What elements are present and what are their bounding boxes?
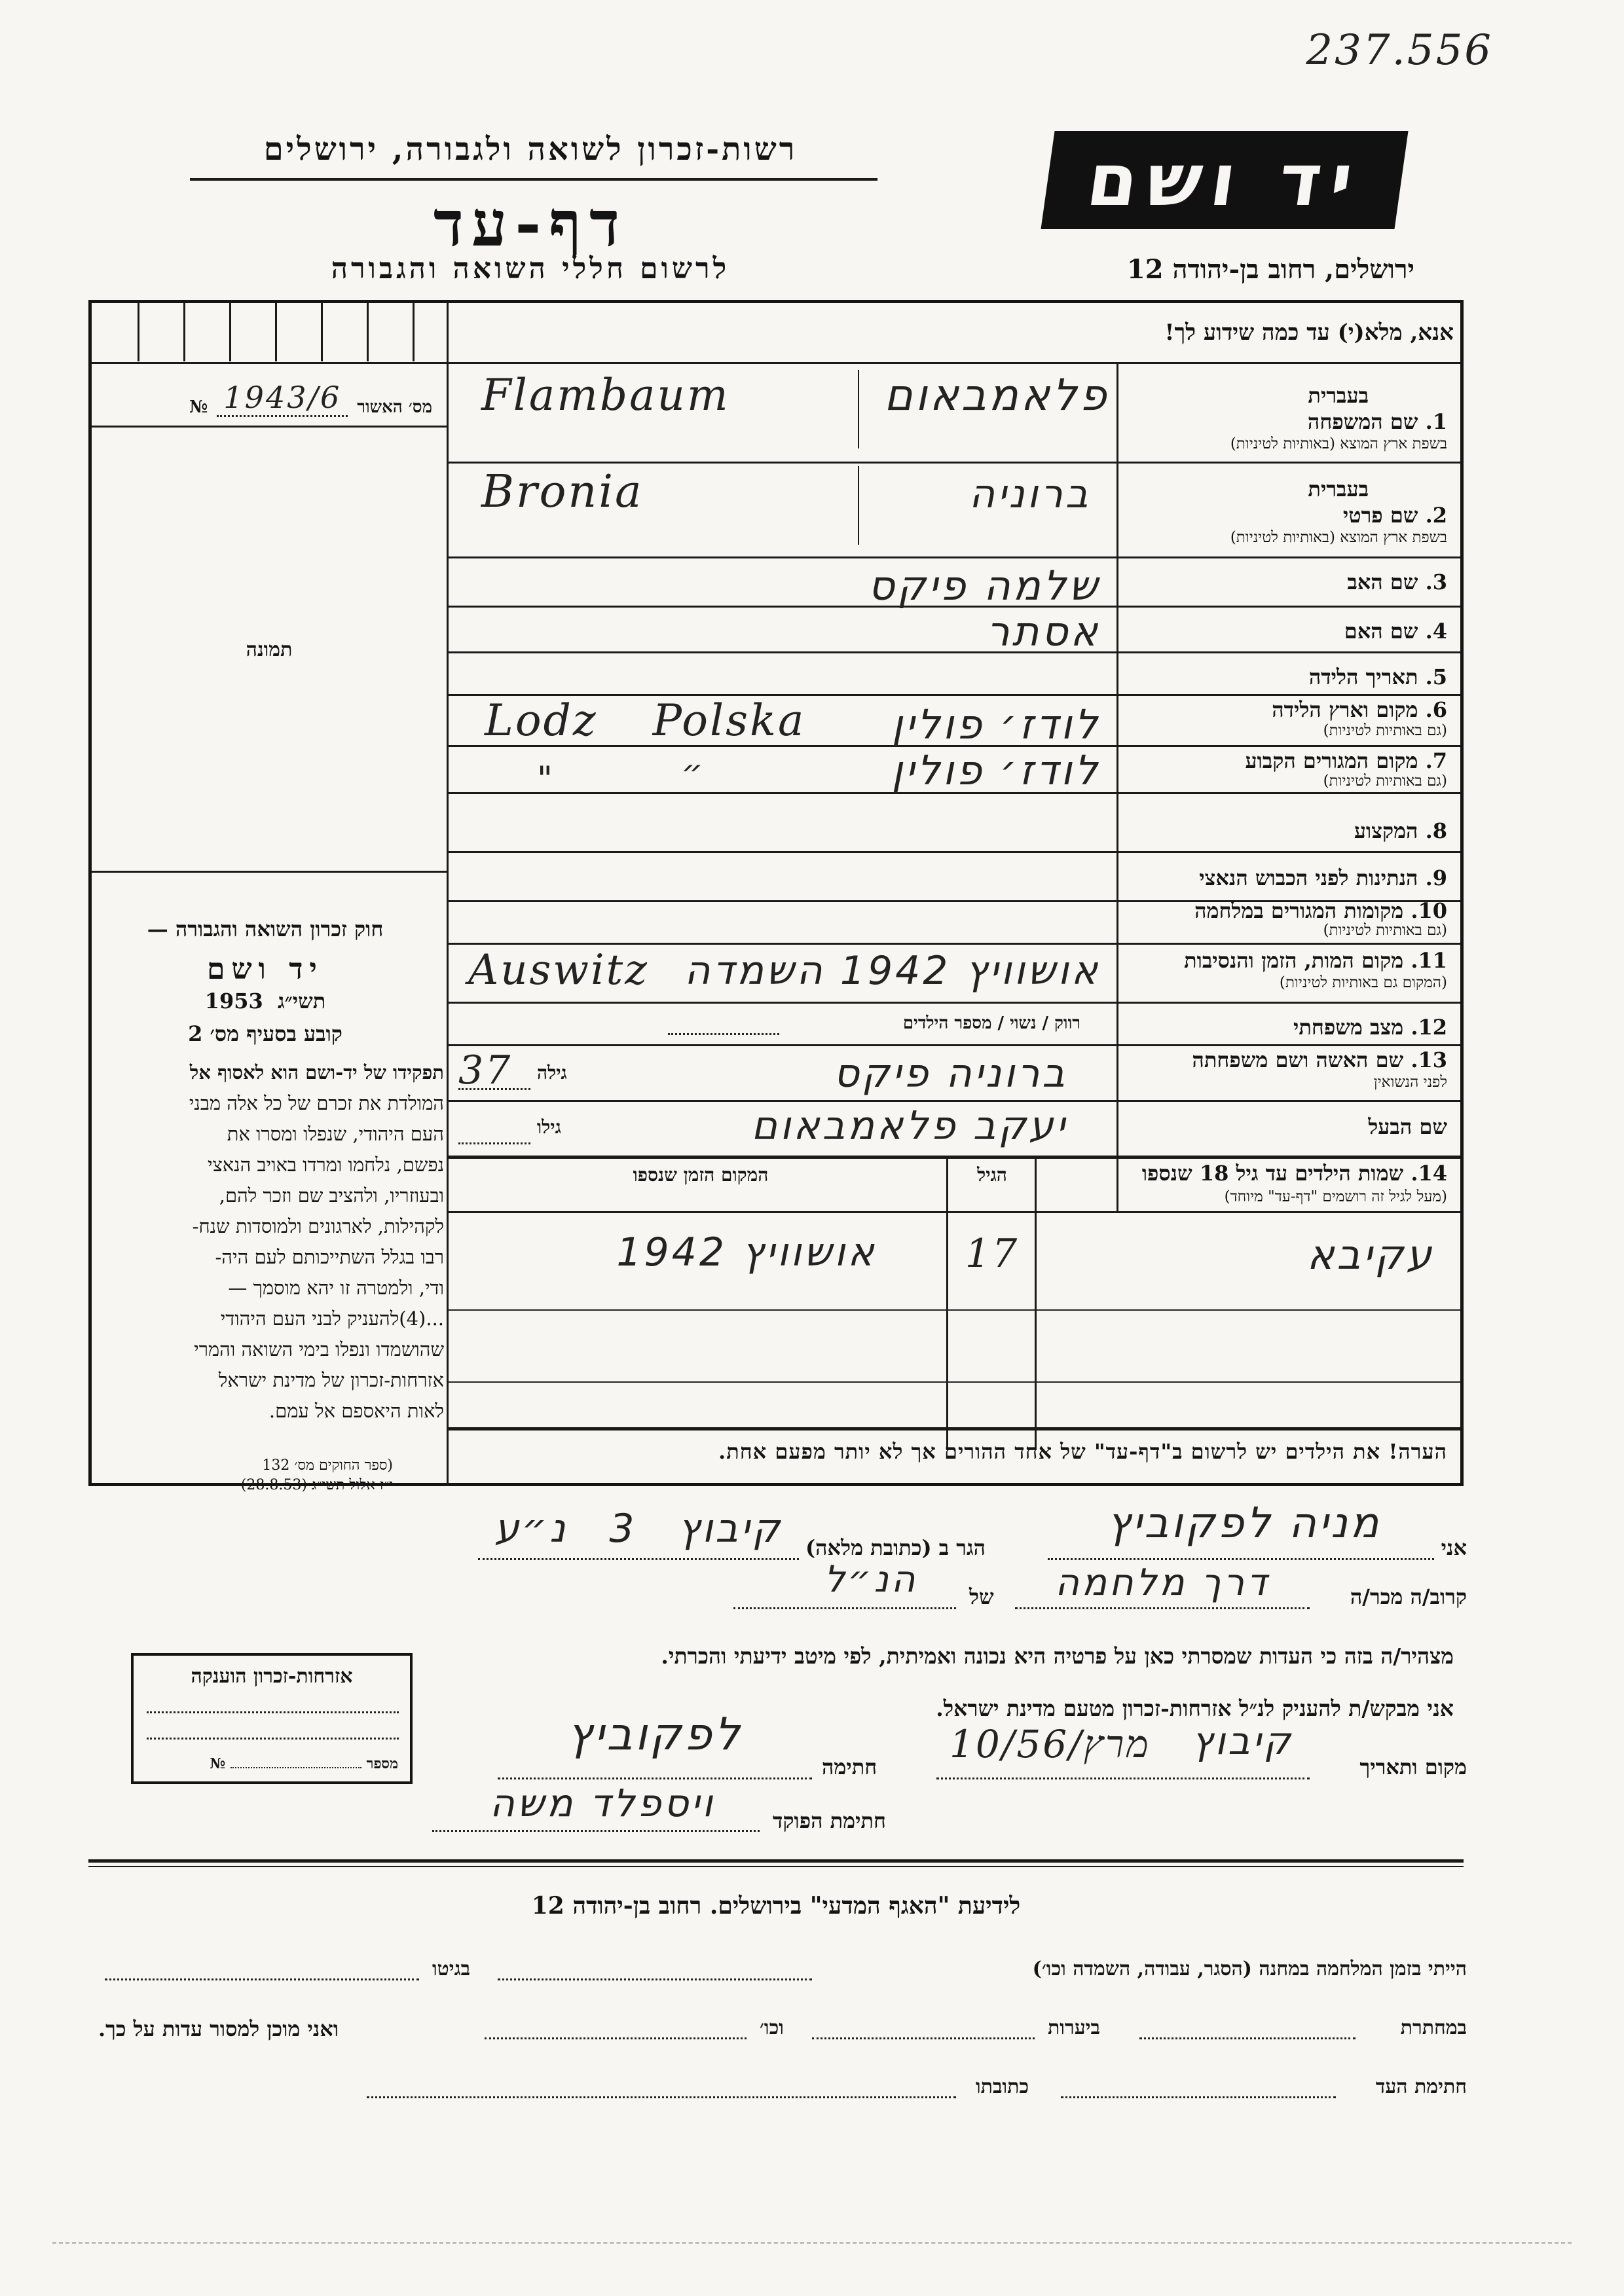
citizenship-number-row [210,1755,398,1772]
f14-row-place: אושוויץ 1942 [616,1230,877,1275]
f14-num: 14. [1411,1161,1447,1186]
row-line-12 [449,1044,1460,1046]
row-line-10 [449,943,1460,945]
archive-number: 237.556 [1306,26,1493,75]
f5-label-text: תאריך הלידה [1308,665,1418,689]
label-column-divider [1116,363,1118,1211]
f1-hebrew-tag: בעברית [1308,383,1369,408]
f1-num: 1. [1425,409,1447,434]
f14-row-name: עקיבא [1307,1231,1434,1279]
f4-label [1344,619,1447,644]
footer-line2a-dots [1139,2037,1356,2039]
approval-value: 1943/6 [217,380,348,417]
law-line: המולדת את זכרם של כל אלה מבני [189,1092,444,1114]
f5-num: 5. [1425,665,1447,689]
citizenship-no-mark: № [210,1755,226,1772]
footer-line2b-dots [812,2037,1035,2039]
row-line-13 [449,1100,1460,1102]
f10-label [1194,898,1447,923]
f6-num: 6. [1425,697,1447,722]
f12-options: רווק / נשוי / מספר הילדים [902,1013,1080,1033]
declarant-name-dots [1048,1558,1434,1560]
f1-latin-value: Flambaum [481,370,730,420]
f13-age-dots [458,1088,530,1090]
footer-heading: לידיעת "האגף המדעי" בירושלים. רחוב בן-יהודה 12 [531,1892,1021,1920]
f11-label-text: מקום המות, הזמן והנסיבות [1184,948,1404,973]
f13-value: ברוניה פיקס [833,1051,1067,1097]
f8-label [1354,818,1447,843]
f14-row-age: 17 [965,1231,1020,1277]
declaration: מצהיר/ה בזה כי העדות שמסרתי כאן על פרטיה היא נכונה ואמיתית, לפי מיטב ידיעתי והכרתי. [661,1643,1454,1669]
f14-col-age: הגיל [977,1164,1007,1186]
f14-col-divider-1 [1035,1156,1037,1450]
f12-label [1293,1015,1447,1040]
law-year-he: תשי״ג [278,989,326,1013]
f8-label-text: המקצוע [1354,818,1418,843]
law-title: חוק זכרון השואה והגבורה — [147,917,384,941]
photo-bottom [92,871,447,873]
of-value: הנ״ל [824,1558,918,1601]
law-line: תפקידו של יד-ושם הוא לאסוף אל [189,1061,444,1084]
f4-num: 4. [1425,619,1447,644]
f1-label-text: שם המשפחה [1307,409,1418,434]
note-top [449,1427,1460,1430]
f3-num: 3. [1425,570,1447,594]
f2-hebrew-tag: בעברית [1308,477,1369,501]
f14-label-text: שמות הילדים עד גיל 18 שנספו [1141,1161,1404,1186]
f6-latin-value: Lodz Polska [485,695,806,746]
approval-divider [92,426,447,428]
f10-label-text: מקומות המגורים במלחמה [1194,898,1404,923]
declarant-resides: הגר ב (כתובת מלאה) [805,1535,986,1560]
f11-label [1184,948,1447,973]
relation-dots [1015,1607,1310,1609]
f6-label-text: מקום וארץ הלידה [1272,697,1418,722]
law-name: יד ושם [207,953,323,986]
f1-separator [858,370,859,448]
f7-latin-note: (גם באותיות לטיניות) [1323,773,1447,790]
approval-label: מס׳ האשור [357,397,432,417]
f13-age-value: 37 [458,1048,513,1093]
row-line-15 [449,1211,1460,1213]
signature: לפקוביץ [567,1709,743,1760]
citizenship-title: אזרחות-זכרון הוענקה [191,1665,353,1688]
f3-label-text: שם האב [1347,570,1418,594]
place-date-label: מקום ותאריך [1359,1755,1467,1779]
f10-num: 10. [1411,898,1447,923]
footer-line1-dots [498,1978,812,1980]
row-line-8 [449,851,1460,853]
declarant-address: קיבוץ 3 נ״ע [494,1506,783,1552]
f7-ditto-he: ״ [681,753,706,792]
f2-latin-value: Bronia [481,466,644,518]
footer-line3a-dots [1061,2096,1336,2098]
place-value: קיבוץ [1192,1719,1293,1763]
f14-sub: (מעל לגיל זה רושמים "דף-עד" מיוחד) [1224,1188,1447,1205]
signature-label: חתימה [822,1755,877,1779]
f13-label-text: שם האשה ושם משפחתה [1192,1048,1404,1072]
yad-vashem-logo [1041,131,1408,229]
citizenship-number-label: מספר [366,1755,398,1772]
note: הערה! את הילדים יש לרשום ב"דף-עד" של אחד ההורים אך לא יותר מפעם אחת. [718,1439,1447,1464]
f11-sub: (המקום גם באותיות לטיניות) [1279,974,1447,991]
footer-line2b: ביערות [1048,2016,1101,2039]
f9-num: 9. [1425,866,1447,890]
f14-row-line-2 [449,1381,1460,1383]
f3-label [1347,570,1447,594]
org-name: רשות-זכרון לשואה ולגבורה, ירושלים [263,131,798,168]
f13-sub: לפני הנשואין [1373,1074,1447,1091]
footer-line2c: וכו׳ [760,2016,784,2039]
law-line: העם היהודי, שנפלו ומסרו את [227,1123,444,1145]
f14-col-divider-2 [946,1156,948,1450]
form-title: דף-עד [433,187,628,261]
f2-num: 2. [1425,503,1447,528]
law-line: אזרחות-זכרון של מדינת ישראל [218,1369,444,1391]
footer-line2c-dots [485,2037,747,2039]
f12-num: 12. [1411,1015,1447,1040]
law-line: לאות היאספם אל עמם. [268,1400,444,1422]
approval-no-mark: № [189,397,208,417]
law-column-divider [447,1237,449,1486]
f11-latin-value: Auswitz [468,946,649,994]
footer-line2a: במחתרת [1400,2016,1467,2039]
address: ירושלים, רחוב בן-יהודה 12 [1126,254,1414,285]
of-dots [733,1607,956,1609]
row-line-11 [449,1002,1460,1004]
f12-dots [668,1033,779,1035]
officer-signature: ויספלד משה [489,1781,716,1825]
footer-line3b-dots [367,2096,956,2098]
instruction: אנא, מלא(י) עד כמה שידוע לך! [1164,319,1454,346]
law-line: ...(4)להעניק לבני העם היהודי [220,1307,444,1330]
f14-label [1142,1161,1447,1186]
org-underline [190,178,877,181]
footer-line1a: הייתי בזמן המלחמה במחנה (הסגר, עבודה, השמדה וכו׳) [1032,1958,1467,1980]
row-line-4 [449,651,1460,653]
row-line-1 [449,462,1460,464]
f13-label [1192,1048,1447,1072]
footer-top-line [88,1859,1464,1863]
footer-line3a: חתימת העד [1375,2075,1467,2098]
scan-edge [52,2242,1572,2244]
row-line-2 [449,556,1460,558]
form-subtitle: לרשום חללי השואה והגבורה [331,252,730,285]
f2-hebrew-value: ברוניה [969,471,1091,517]
place-date-dots [936,1777,1310,1779]
f1-hebrew-value: פלאמבאום [884,370,1109,420]
f1-latin-note: בשפת ארץ המוצא (באותיות לטיניות) [1230,435,1447,452]
declarant-name: מניה לפקוביץ [1107,1499,1382,1548]
law-line: נפשם, נלחמו ומרדו באויב הנאצי [207,1154,444,1176]
f2-label-text: שם פרטי [1342,503,1418,528]
law-ref-1: (ספר החוקים מס׳ 132 [262,1457,393,1474]
law-year: 1953 [204,989,263,1013]
officer-dots [432,1830,760,1832]
request: אני מבקש/ת להעניק לנ״ל אזרחות-זכרון מטעם מדינת ישראל. [936,1696,1454,1721]
f2-latin-note: בשפת ארץ המוצא (באותיות לטיניות) [1230,529,1447,546]
top-row-line [92,362,1460,364]
f13-age-label: גילה [537,1062,567,1084]
law-line: שהושמדו ונפלו בימי השואה והמרי [194,1338,444,1360]
f1-label [1308,409,1447,434]
relation-label: קרוב/ה מכר/ה [1350,1584,1467,1609]
footer-line3b: כתובתו [976,2075,1029,2098]
law-line: רבו בגלל השתייכותם לעם היה- [215,1246,444,1268]
citizenship-box [131,1653,413,1784]
date-value: 10/מרץ/56 [950,1722,1151,1766]
officer-label: חתימת הפוקד [773,1808,886,1833]
f9-label [1199,866,1447,890]
f9-label-text: הנתינות לפני הכבוש הנאצי [1199,866,1418,890]
f11-num: 11. [1411,948,1447,973]
relation-value: דרך מלחמה [1055,1561,1270,1604]
footer-line1b-dots [105,1978,419,1980]
f4-value: אסתר [986,608,1100,655]
f2-label [1343,503,1447,528]
signature-dots [498,1777,812,1779]
logo-text: יד ושם [1082,138,1367,222]
f14-col-place: המקום הזמן שנספו [633,1164,769,1186]
f3-value: שלמה פיקס [868,562,1100,610]
f7-hebrew-value: לודז׳ פולין [891,746,1100,794]
f4-label-text: שם האם [1344,619,1418,644]
f6-latin-note: (גם באותיות לטיניות) [1323,722,1447,739]
f5-label [1309,665,1447,689]
law-year-row [92,989,439,1013]
husband-age-label: גילו [537,1116,561,1138]
husband-age-dots [458,1142,530,1144]
photo-label: תמונה [246,638,293,661]
law-text [97,1057,444,1427]
f10-latin-note: (גם באותיות לטיניות) [1323,922,1447,939]
f6-label [1272,697,1447,722]
f6-hebrew-value: לודז׳ פולין [891,701,1100,748]
footer-line1b: בגיטו [432,1958,471,1980]
declarant-address-dots [478,1558,799,1560]
left-column-divider [447,302,449,1239]
f11-hebrew-value: אושוויץ 1942 השמדה [684,948,1100,994]
declarant-ani: אני [1441,1535,1467,1560]
law-line: ודי, ולמטרה זו יהא מוסמך — [228,1277,444,1299]
f7-ditto-lat: " [537,759,555,799]
f13-num: 13. [1411,1048,1447,1072]
f14-row-line [449,1309,1460,1311]
husband-label: שם הבעל [1368,1114,1447,1139]
f12-label-text: מצב משפחתי [1293,1015,1404,1040]
f7-num: 7. [1425,748,1447,773]
row-line-14 [449,1156,1460,1159]
footer-top-line-2 [88,1866,1464,1867]
f2-separator [858,466,859,545]
approval-row [105,380,432,417]
f7-label [1245,748,1447,773]
footer-line2d: ואני מוכן למסור עדות על כך. [98,2016,339,2041]
law-line: ובעוזריו, ולהציב שם וזכר להם, [219,1184,444,1207]
law-clause: קובע בסעיף מס׳ 2 [188,1021,342,1046]
husband-value: יעקב פלאמבאום [751,1103,1067,1149]
of-label: של [969,1584,994,1609]
f8-num: 8. [1425,818,1447,843]
law-line: לקהילות, לארגונים ולמוסדות שנח- [192,1215,444,1237]
law-ref-2: י״ז אלול תשי״ג (28.8.53) [240,1477,393,1493]
f7-label-text: מקום המגורים הקבוע [1245,748,1418,773]
